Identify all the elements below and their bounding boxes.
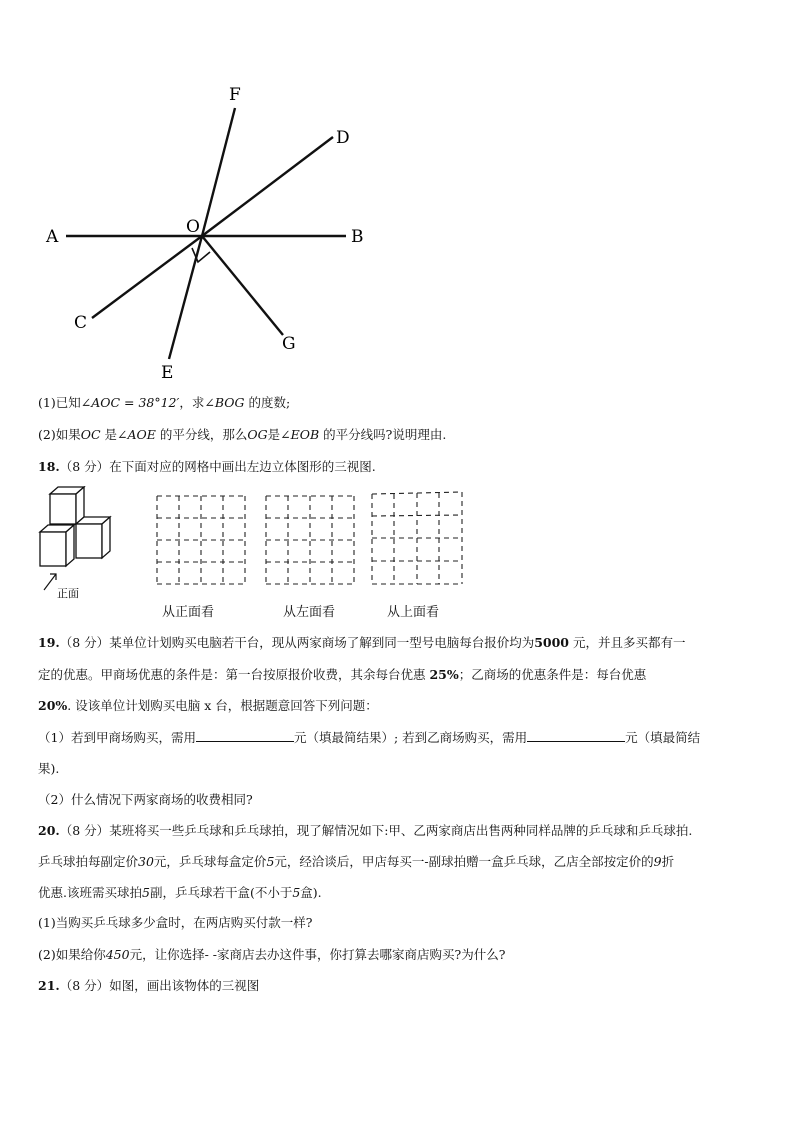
q17-part1-mid: ，求 xyxy=(179,395,205,410)
q20-line2d: 折 xyxy=(661,854,675,869)
q19-sub1a: （1）若到甲商场购买，需用 xyxy=(38,730,196,745)
q17-part1 xyxy=(38,394,290,412)
q17-part2-t3: 是 xyxy=(267,427,281,442)
q17-part2-oc: OC xyxy=(80,427,101,442)
q17-part2-t1: 是 xyxy=(100,427,118,442)
q19-sub1b: 元（填最简结果）; 若到乙商场购买，需用 xyxy=(293,730,528,745)
q18-heading xyxy=(38,458,376,476)
answer-blank-1[interactable] xyxy=(196,728,294,742)
label-G: G xyxy=(282,334,296,354)
q20-line3b: 副，乒乓球若干盒(不小于 xyxy=(149,885,293,900)
q19-sub2-text: （2）什么情况下两家商场的收费相同? xyxy=(38,792,253,807)
q20-sub2b: 元，让你选择- -家商店去办这件事，你打算去哪家商店购买?为什么? xyxy=(129,947,506,962)
q17-part2-t2: 的平分线，那么 xyxy=(155,427,248,442)
grid-label-left: 从左面看 xyxy=(283,605,336,620)
q19-pct1: 25% xyxy=(429,667,459,682)
q19-sub2 xyxy=(38,791,253,809)
q20-line3a: 优惠.该班需买球拍 xyxy=(38,885,142,900)
q20-line3c: 盒). xyxy=(300,885,322,900)
q19-line2a: 定的优惠。甲商场优惠的条件是：第一台按原报价收费，其余每台优惠 xyxy=(38,667,430,682)
q20-line1-text: 某班将买一些乒乓球和乒乓球拍，现了解情况如下:甲、乙两家商店出售两种同样品牌的乒乓球和乒乓球拍. xyxy=(109,823,693,838)
grid-front xyxy=(157,496,245,584)
grid-left xyxy=(266,496,354,584)
q19-line1 xyxy=(38,634,685,652)
q20-line2c: 元，经洽谈后，甲店每买一-副球拍赠一盒乒乓球，乙店全部按定价的 xyxy=(274,854,654,869)
cube-figure xyxy=(30,486,130,604)
angle-figure xyxy=(0,0,794,390)
q20-sub1 xyxy=(38,914,312,932)
q19-line3 xyxy=(38,697,378,715)
q20-number: 20. xyxy=(38,823,60,838)
q19-number: 19. xyxy=(38,635,60,650)
ray-OG xyxy=(202,236,283,335)
q20-line2 xyxy=(38,853,674,871)
label-O: O xyxy=(186,217,200,237)
q19-sub1 xyxy=(38,728,700,747)
grid-label-front: 从正面看 xyxy=(162,605,215,620)
q20-line1 xyxy=(38,822,692,840)
q21-heading xyxy=(38,977,259,995)
ray-OD xyxy=(202,137,333,236)
q19-line1-end: 元，并且多买都有一 xyxy=(569,635,686,650)
q17-part1-angle: ∠AOC = 38°12′ xyxy=(80,395,180,410)
q17-part1-suffix: 的度数; xyxy=(244,395,291,410)
label-C: C xyxy=(74,313,88,333)
q17-part2 xyxy=(38,426,446,444)
q20-v9: 9 xyxy=(653,854,662,869)
label-F: F xyxy=(229,85,241,105)
q19-line2 xyxy=(38,666,646,684)
q18-text: 在下面对应的网格中画出左边立体图形的三视图. xyxy=(109,459,376,474)
ray-OC xyxy=(92,236,202,318)
q20-line2a: 乒乓球拍每副定价 xyxy=(38,854,139,869)
q19-line3-text: . 设该单位计划购买电脑 x 台，根据题意回答下列问题： xyxy=(67,698,378,713)
q19-line2b: ；乙商场的优惠条件是：每台优惠 xyxy=(458,667,647,682)
q21-number: 21. xyxy=(38,978,60,993)
view-grids xyxy=(150,488,470,588)
q20-line3 xyxy=(38,884,322,902)
label-E: E xyxy=(161,363,174,383)
q17-part2-angle-aoe: ∠AOE xyxy=(117,427,156,442)
label-A: A xyxy=(46,227,59,247)
ray-OE xyxy=(169,236,202,359)
q19-pct2: 20% xyxy=(38,698,68,713)
grid-top xyxy=(372,492,462,584)
q20-v5c: 5 xyxy=(292,885,301,900)
q20-score: （8 分） xyxy=(59,823,110,838)
q18-number: 18. xyxy=(38,459,60,474)
q17-part2-t4: 的平分线吗?说明理由. xyxy=(319,427,447,442)
label-D: D xyxy=(336,128,350,148)
q20-v5: 5 xyxy=(266,854,275,869)
q18-score: （8 分） xyxy=(59,459,110,474)
q17-part1-prefix: (1)已知 xyxy=(38,395,81,410)
q20-v5b: 5 xyxy=(141,885,150,900)
q17-part2-prefix: (2)如果 xyxy=(38,427,81,442)
label-B: B xyxy=(351,227,364,247)
q20-line2b: 元，乒乓球每盒定价 xyxy=(153,854,267,869)
q20-v450: 450 xyxy=(105,947,130,962)
q20-v30: 30 xyxy=(138,854,154,869)
q21-text: 如图，画出该物体的三视图 xyxy=(109,978,260,993)
q19-sub1-cont xyxy=(38,760,59,778)
q19-line1-text: 某单位计划购买电脑若干台，现从两家商场了解到同一型号电脑每台报价均为 xyxy=(109,635,535,650)
front-label: 正面 xyxy=(57,587,79,600)
q19-sub1d: 果). xyxy=(38,761,60,776)
q19-price: 5000 xyxy=(534,635,569,650)
answer-blank-2[interactable] xyxy=(527,728,625,742)
q17-part1-angle2: ∠BOG xyxy=(204,395,245,410)
ray-OF xyxy=(202,108,235,236)
grid-label-top: 从上面看 xyxy=(387,605,440,620)
q21-score: （8 分） xyxy=(59,978,110,993)
q20-sub1-text: (1)当购买乒乓球多少盒时，在两店购买付款一样? xyxy=(38,915,313,930)
q17-part2-angle-eob: ∠EOB xyxy=(280,427,320,442)
q17-part2-og: OG xyxy=(247,427,268,442)
q19-sub1c: 元（填最简结 xyxy=(625,730,701,745)
q20-sub2 xyxy=(38,946,505,964)
q20-sub2a: (2)如果给你 xyxy=(38,947,106,962)
q19-score: （8 分） xyxy=(59,635,110,650)
